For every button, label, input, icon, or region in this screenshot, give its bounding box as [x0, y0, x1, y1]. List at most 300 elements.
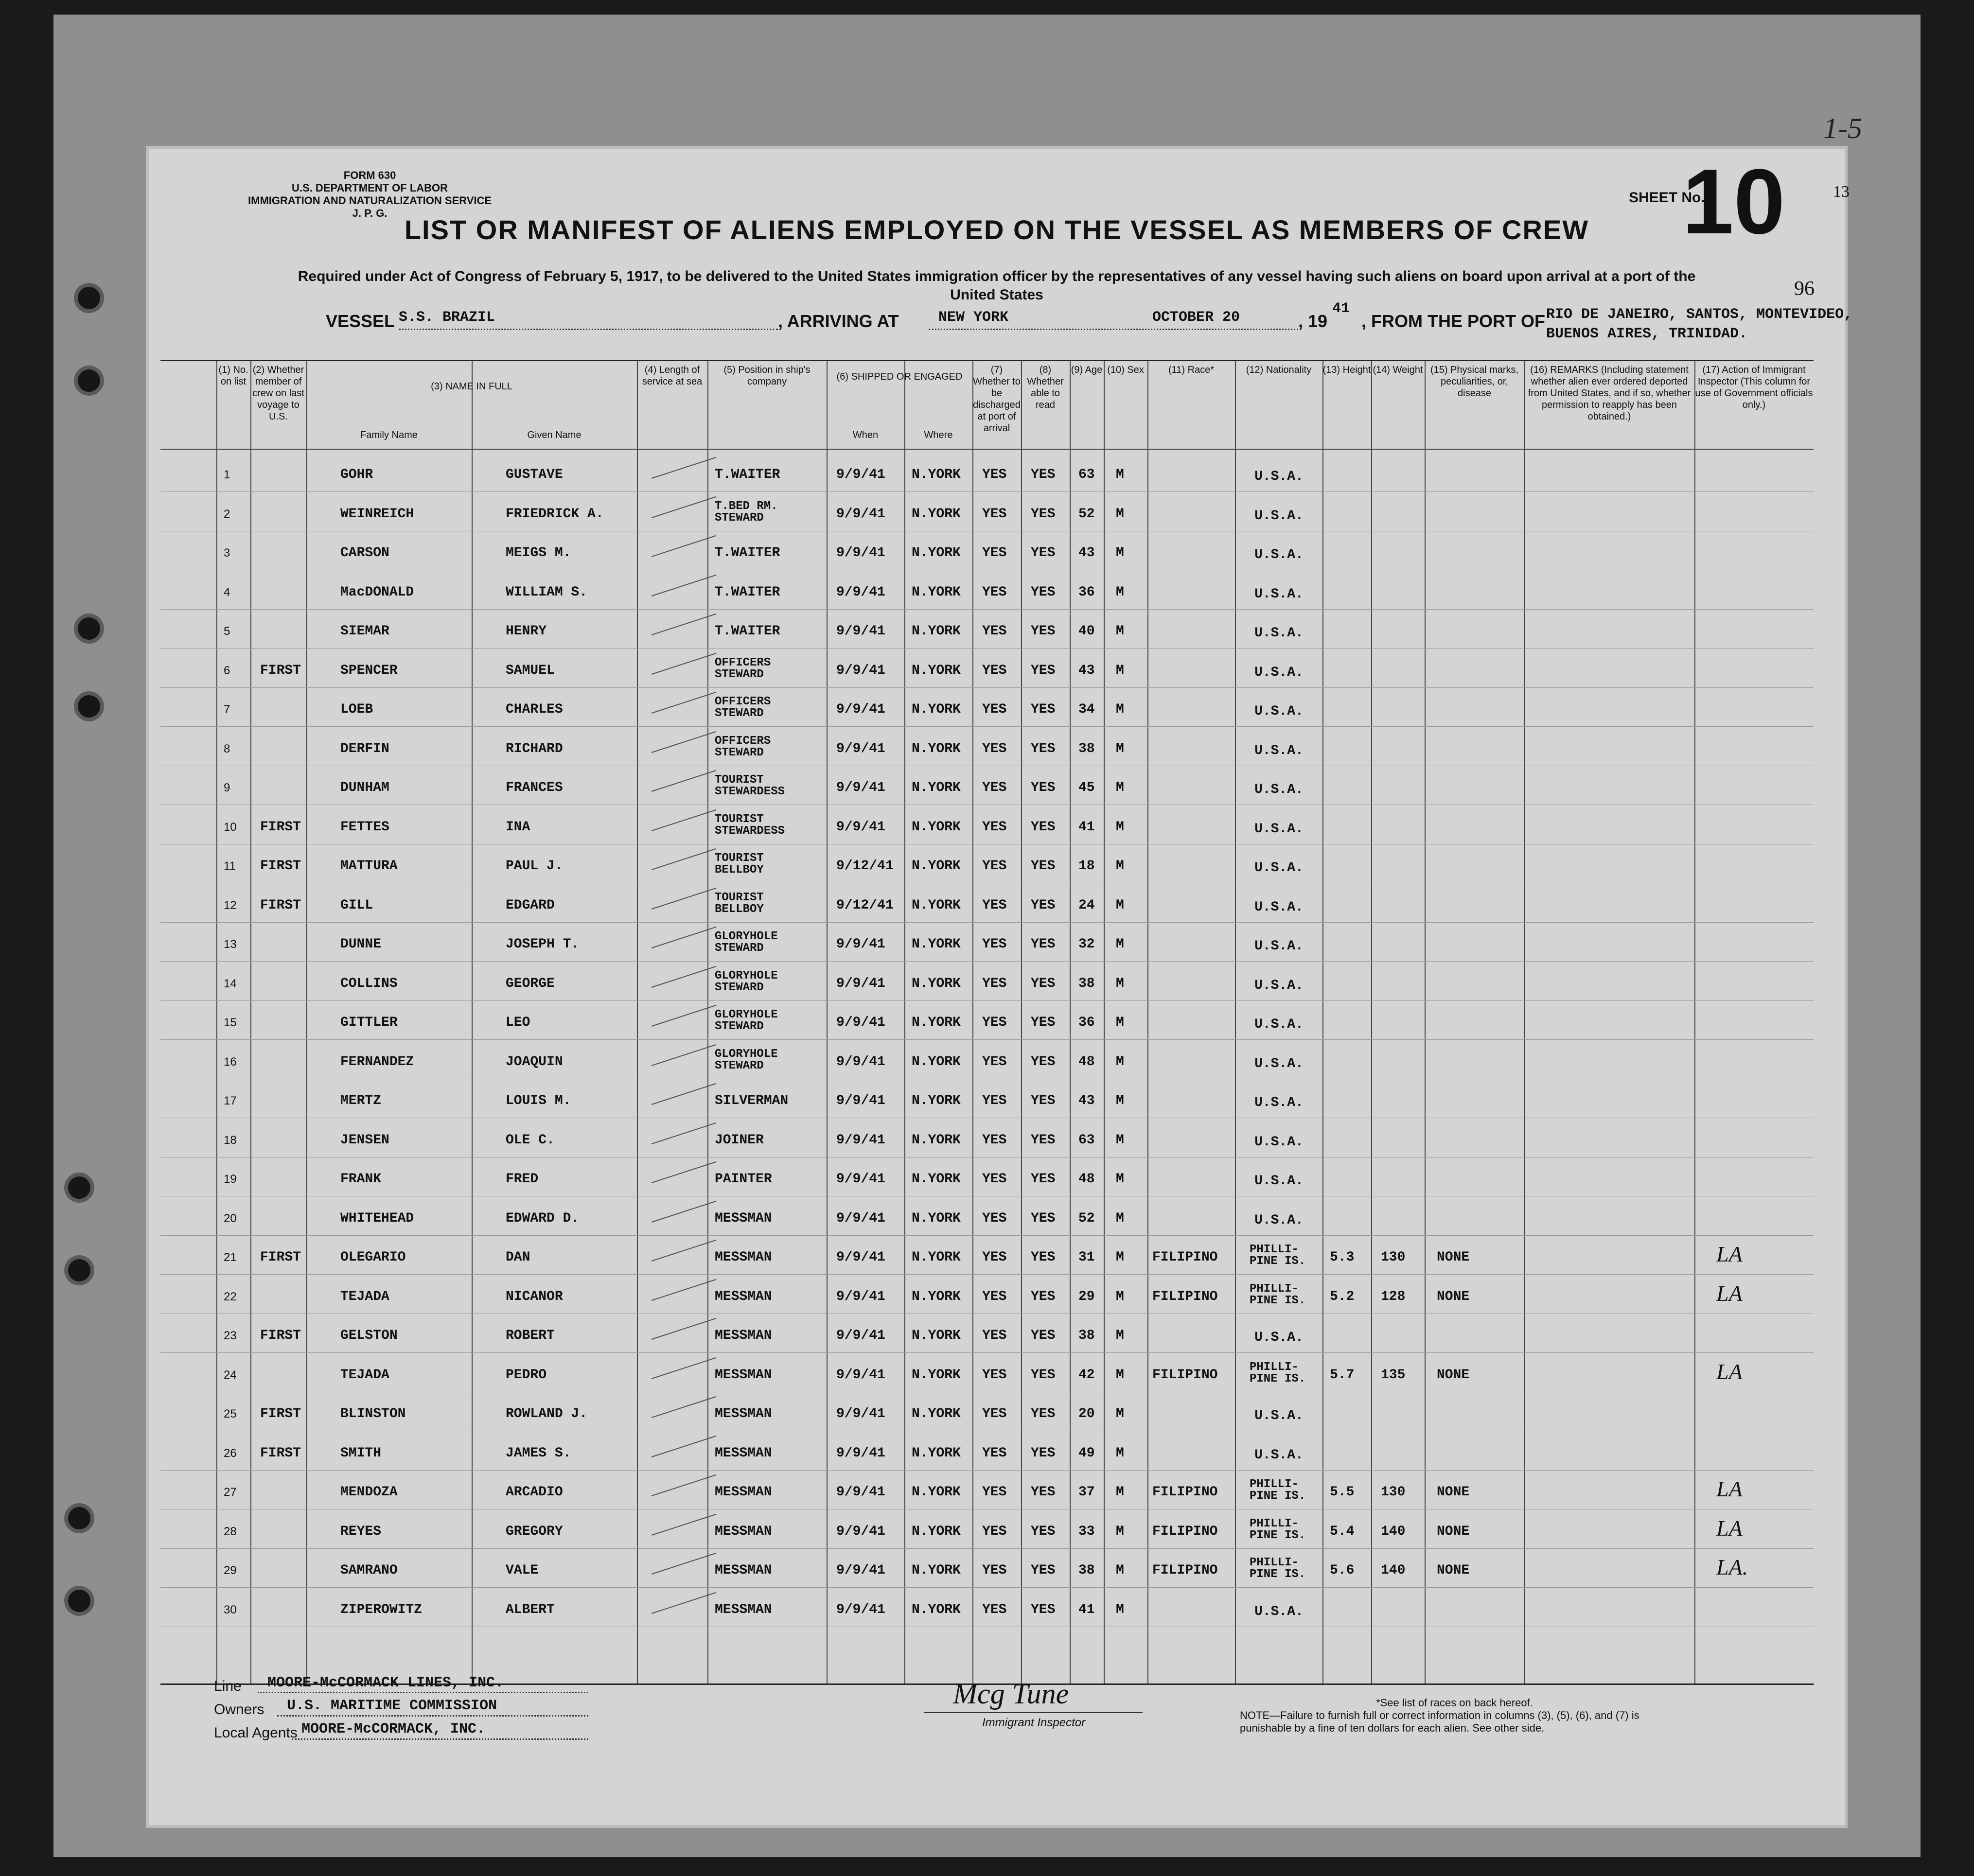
service-tick-mark	[652, 496, 717, 518]
cell-position: MESSMAN	[715, 1445, 772, 1461]
cell-where: N.YORK	[912, 1524, 961, 1539]
cell-prev: FIRST	[260, 897, 301, 913]
cell-height: 5.5	[1330, 1485, 1355, 1500]
service-tick-mark	[652, 887, 717, 909]
cell-rownum: 17	[224, 1094, 237, 1107]
cell-disch: YES	[982, 937, 1007, 952]
cell-rownum: 16	[224, 1055, 237, 1069]
cell-sex: M	[1116, 1172, 1124, 1187]
cell-prev: FIRST	[260, 859, 301, 874]
cell-nationality: U.S.A.	[1254, 586, 1304, 602]
line-underline	[258, 1692, 588, 1693]
service-tick-mark	[652, 770, 717, 792]
cell-read: YES	[1031, 976, 1056, 991]
cell-disch: YES	[982, 741, 1007, 756]
signature-line	[924, 1712, 1143, 1713]
binder-hole	[78, 287, 100, 309]
cell-age: 33	[1078, 1524, 1095, 1539]
vessel-name: S.S. BRAZIL	[399, 309, 495, 326]
col-header-shipped: (6) SHIPPED OR ENGAGED	[836, 371, 963, 382]
vessel-name-underline	[399, 329, 778, 330]
service-tick-mark	[652, 1161, 717, 1183]
cell-given: EDGARD	[506, 897, 555, 913]
cell-age: 49	[1078, 1445, 1095, 1461]
cell-rownum: 12	[224, 898, 237, 912]
cell-marks: NONE	[1437, 1563, 1470, 1578]
cell-given: FRED	[506, 1172, 539, 1187]
cell-sex: M	[1116, 1602, 1124, 1617]
cell-position: OFFICERS	[715, 656, 771, 669]
cell-where: N.YORK	[912, 1172, 961, 1187]
cell-age: 38	[1078, 741, 1095, 756]
cell-position: TOURIST	[715, 891, 764, 904]
row-divider	[160, 1470, 1814, 1471]
cell-disch: YES	[982, 1054, 1007, 1069]
cell-when: 9/9/41	[836, 663, 885, 678]
row-divider	[160, 1274, 1814, 1275]
cell-position: MESSMAN	[715, 1485, 772, 1500]
service-tick-mark	[652, 1044, 717, 1066]
cell-disch: YES	[982, 1132, 1007, 1148]
cell-sex: M	[1116, 1445, 1124, 1461]
cell-family: MERTZ	[340, 1093, 382, 1108]
cell-nationality: U.S.A.	[1254, 1604, 1304, 1619]
cell-age: 38	[1078, 976, 1095, 991]
cell-weight: 135	[1381, 1367, 1406, 1383]
cell-family: REYES	[340, 1524, 382, 1539]
cell-race: FILIPINO	[1152, 1563, 1218, 1578]
cell-nationality-line2: PINE IS.	[1250, 1568, 1306, 1581]
cell-where: N.YORK	[912, 937, 961, 952]
cell-position: T.WAITER	[715, 467, 780, 482]
cell-where: N.YORK	[912, 1445, 961, 1461]
cell-given: SAMUEL	[506, 663, 555, 678]
form-heading	[248, 169, 492, 220]
cell-where: N.YORK	[912, 467, 961, 482]
cell-position: OFFICERS	[715, 734, 771, 748]
cell-where: N.YORK	[912, 1602, 961, 1617]
cell-read: YES	[1031, 1093, 1056, 1108]
service-tick-mark	[652, 965, 717, 987]
cell-disch: YES	[982, 1445, 1007, 1461]
inspector-initials: LA	[1716, 1280, 1743, 1306]
cell-family: DUNHAM	[340, 780, 389, 795]
cell-given: LEO	[506, 1015, 530, 1030]
line-value: MOORE-McCORMACK LINES, INC.	[267, 1675, 504, 1691]
col-header-physical-marks: (15) Physical marks, peculiarities, or, disease	[1430, 365, 1519, 399]
page-number: 96	[1794, 278, 1815, 300]
cell-nationality-line2: PINE IS.	[1250, 1490, 1306, 1503]
cell-position: GLORYHOLE	[715, 1008, 778, 1021]
cell-age: 43	[1078, 663, 1095, 678]
cell-rownum: 29	[224, 1564, 237, 1577]
cell-given: PAUL J.	[506, 859, 563, 874]
cell-when: 9/9/41	[836, 1015, 885, 1030]
cell-disch: YES	[982, 859, 1007, 874]
cell-rownum: 18	[224, 1133, 237, 1147]
cell-position: SILVERMAN	[715, 1093, 789, 1108]
cell-rownum: 9	[224, 781, 230, 794]
service-tick-mark	[652, 1396, 717, 1418]
agents-underline	[292, 1738, 588, 1740]
cell-race: FILIPINO	[1152, 1485, 1218, 1500]
cell-age: 36	[1078, 1015, 1095, 1030]
cell-weight: 130	[1381, 1485, 1406, 1500]
cell-age: 38	[1078, 1328, 1095, 1343]
cell-family: TEJADA	[340, 1289, 389, 1304]
cell-sex: M	[1116, 1210, 1124, 1226]
cell-prev: FIRST	[260, 1445, 301, 1461]
arriving-port: NEW YORK	[938, 309, 1009, 326]
cell-nationality: U.S.A.	[1254, 939, 1304, 954]
cell-sex: M	[1116, 702, 1124, 717]
cell-disch: YES	[982, 1563, 1007, 1578]
cell-age: 40	[1078, 624, 1095, 639]
binder-hole	[68, 1507, 90, 1529]
cell-disch: YES	[982, 702, 1007, 717]
service-tick-mark	[652, 652, 717, 674]
cell-nationality: U.S.A.	[1254, 978, 1304, 993]
cell-disch: YES	[982, 506, 1007, 522]
cell-disch: YES	[982, 780, 1007, 795]
cell-where: N.YORK	[912, 859, 961, 874]
cell-position-line2: STEWARD	[715, 667, 764, 681]
cell-given: DAN	[506, 1250, 530, 1265]
cell-given: ROWLAND J.	[506, 1406, 588, 1421]
col-header-previous-voyage: (2) Whether member of crew on last voyage to U.S.	[252, 365, 304, 422]
cell-disch: YES	[982, 545, 1007, 561]
cell-age: 24	[1078, 897, 1095, 913]
col-header-family-name: Family Name	[360, 430, 418, 440]
cell-when: 9/9/41	[836, 819, 885, 835]
cell-given: JAMES S.	[506, 1445, 571, 1461]
cell-height: 5.2	[1330, 1289, 1355, 1304]
cell-when: 9/9/41	[836, 467, 885, 482]
cell-where: N.YORK	[912, 1054, 961, 1069]
cell-given: GREGORY	[506, 1524, 563, 1539]
cell-height: 5.7	[1330, 1367, 1355, 1383]
cell-given: INA	[506, 819, 530, 835]
col-header-no: (1) No. on list	[218, 365, 248, 387]
cell-when: 9/9/41	[836, 1172, 885, 1187]
cell-when: 9/9/41	[836, 1328, 885, 1343]
cell-rownum: 3	[224, 546, 230, 560]
cell-disch: YES	[982, 663, 1007, 678]
cell-family: FRANK	[340, 1172, 382, 1187]
cell-nationality-line2: PINE IS.	[1250, 1255, 1306, 1268]
cell-nationality: PHILLI-	[1250, 1360, 1299, 1374]
sheet-number: 10	[1682, 150, 1785, 253]
cell-sex: M	[1116, 819, 1124, 835]
cell-prev: FIRST	[260, 663, 301, 678]
row-divider	[160, 1352, 1814, 1353]
cell-position: T.BED RM.	[715, 499, 778, 513]
cell-sex: M	[1116, 897, 1124, 913]
cell-nationality: U.S.A.	[1254, 704, 1304, 719]
cell-rownum: 23	[224, 1329, 237, 1342]
col-header-name: (3) NAME IN FULL	[431, 381, 512, 392]
cell-when: 9/9/41	[836, 1406, 885, 1421]
cell-when: 9/9/41	[836, 976, 885, 991]
col-header-race: (11) Race*	[1168, 365, 1215, 375]
cell-family: MENDOZA	[340, 1485, 398, 1500]
cell-age: 41	[1078, 819, 1095, 835]
cell-family: GILL	[340, 897, 373, 913]
cell-read: YES	[1031, 1406, 1056, 1421]
cell-when: 9/12/41	[836, 897, 894, 913]
departure-ports-line2: BUENOS AIRES, TRINIDAD.	[1546, 326, 1748, 342]
cell-disch: YES	[982, 584, 1007, 600]
cell-weight: 128	[1381, 1289, 1406, 1304]
cell-disch: YES	[982, 1250, 1007, 1265]
cell-disch: YES	[982, 1367, 1007, 1383]
cell-position-line2: STEWARD	[715, 511, 764, 525]
arrival-date: OCTOBER 20	[1152, 309, 1240, 326]
cell-sex: M	[1116, 1015, 1124, 1030]
cell-position-line2: STEWARD	[715, 1059, 764, 1072]
office-code: J. P. G.	[352, 207, 388, 219]
cell-where: N.YORK	[912, 1210, 961, 1226]
cell-family: MacDONALD	[340, 584, 414, 600]
cell-rownum: 6	[224, 664, 230, 677]
cell-given: CHARLES	[506, 702, 563, 717]
cell-read: YES	[1031, 702, 1056, 717]
cell-when: 9/9/41	[836, 1132, 885, 1148]
cell-position-line2: BELLBOY	[715, 902, 764, 916]
cell-given: MEIGS M.	[506, 545, 571, 561]
cell-rownum: 30	[224, 1603, 237, 1616]
cell-age: 34	[1078, 702, 1095, 717]
cell-rownum: 10	[224, 820, 237, 834]
cell-sex: M	[1116, 1367, 1124, 1383]
cell-nationality: PHILLI-	[1250, 1556, 1299, 1569]
cell-nationality: U.S.A.	[1254, 665, 1304, 680]
cell-sex: M	[1116, 1132, 1124, 1148]
cell-rownum: 25	[224, 1407, 237, 1420]
cell-nationality: U.S.A.	[1254, 1174, 1304, 1189]
binder-hole	[68, 1259, 90, 1281]
cell-nationality: U.S.A.	[1254, 626, 1304, 641]
cell-rownum: 1	[224, 468, 230, 481]
cell-family: JENSEN	[340, 1132, 389, 1148]
cell-where: N.YORK	[912, 584, 961, 600]
cell-where: N.YORK	[912, 976, 961, 991]
cell-disch: YES	[982, 897, 1007, 913]
row-divider	[160, 1235, 1814, 1236]
cell-marks: NONE	[1437, 1250, 1470, 1265]
service-tick-mark	[652, 1592, 717, 1613]
crew-table	[160, 360, 1814, 1685]
cell-age: 63	[1078, 467, 1095, 482]
cell-position: PAINTER	[715, 1172, 772, 1187]
cell-prev: FIRST	[260, 1328, 301, 1343]
cell-weight: 140	[1381, 1563, 1406, 1578]
cell-where: N.YORK	[912, 702, 961, 717]
cell-read: YES	[1031, 819, 1056, 835]
cell-given: OLE C.	[506, 1132, 555, 1148]
col-header-inspector-action: (17) Action of Immigrant Inspector (This column for use of Government officials only.)	[1695, 365, 1813, 410]
row-divider	[160, 961, 1814, 962]
cell-sex: M	[1116, 741, 1124, 756]
cell-rownum: 5	[224, 625, 230, 638]
cell-sex: M	[1116, 1054, 1124, 1069]
cell-disch: YES	[982, 1602, 1007, 1617]
cell-nationality: U.S.A.	[1254, 1017, 1304, 1032]
cell-read: YES	[1031, 897, 1056, 913]
cell-family: FETTES	[340, 819, 389, 835]
col-header-discharged: (7) Whether to be discharged at port of arrival	[973, 365, 1021, 434]
cell-where: N.YORK	[912, 545, 961, 561]
service-tick-mark	[652, 1553, 717, 1575]
cell-read: YES	[1031, 1563, 1056, 1578]
cell-family: ZIPEROWITZ	[340, 1602, 423, 1617]
cell-disch: YES	[982, 1289, 1007, 1304]
cell-read: YES	[1031, 1015, 1056, 1030]
sheet-tail-number: 13	[1833, 183, 1850, 201]
cell-nationality: U.S.A.	[1254, 1330, 1304, 1345]
row-divider	[160, 648, 1814, 649]
cell-where: N.YORK	[912, 741, 961, 756]
penalty-note: NOTE—Failure to furnish full or correct information in columns (3), (5), (6), and (7) is punishable by a fine of ten dollars for each alien. See other side.	[1240, 1709, 1639, 1734]
row-divider	[160, 1000, 1814, 1001]
corner-mark: 1-5	[1823, 112, 1862, 144]
cell-family: FERNANDEZ	[340, 1054, 414, 1069]
cell-family: GOHR	[340, 467, 373, 482]
cell-rownum: 8	[224, 742, 230, 755]
cell-when: 9/9/41	[836, 1563, 885, 1578]
cell-given: NICANOR	[506, 1289, 563, 1304]
cell-given: ROBERT	[506, 1328, 555, 1343]
cell-read: YES	[1031, 1054, 1056, 1069]
service-tick-mark	[652, 614, 717, 635]
cell-position: MESSMAN	[715, 1406, 772, 1421]
owners-underline	[277, 1715, 588, 1717]
cell-position-line2: BELLBOY	[715, 863, 764, 877]
inspector-initials: LA	[1716, 1515, 1743, 1541]
cell-position: TOURIST	[715, 773, 764, 787]
cell-sex: M	[1116, 624, 1124, 639]
cell-sex: M	[1116, 1093, 1124, 1108]
cell-position-line2: STEWARD	[715, 746, 764, 759]
service-tick-mark	[652, 927, 717, 948]
form-number: FORM 630	[343, 169, 396, 181]
cell-rownum: 19	[224, 1173, 237, 1186]
cell-when: 9/9/41	[836, 1602, 885, 1617]
service-tick-mark	[652, 1200, 717, 1222]
footnote	[1240, 1697, 1687, 1735]
cell-sex: M	[1116, 1524, 1124, 1539]
cell-rownum: 26	[224, 1446, 237, 1460]
cell-age: 48	[1078, 1054, 1095, 1069]
cell-position: MESSMAN	[715, 1367, 772, 1383]
inspector-initials: LA.	[1716, 1555, 1748, 1579]
cell-when: 9/9/41	[836, 937, 885, 952]
service-tick-mark	[652, 1318, 717, 1340]
cell-position-line2: STEWARDESS	[715, 785, 785, 798]
cell-given: ALBERT	[506, 1602, 555, 1617]
cell-when: 9/12/41	[836, 859, 894, 874]
cell-rownum: 27	[224, 1486, 237, 1499]
cell-read: YES	[1031, 506, 1056, 522]
cell-age: 18	[1078, 859, 1095, 874]
cell-where: N.YORK	[912, 1250, 961, 1265]
row-divider	[160, 1039, 1814, 1040]
col-header-nationality: (12) Nationality	[1246, 365, 1312, 375]
cell-sex: M	[1116, 976, 1124, 991]
row-divider	[160, 922, 1814, 923]
col-header-remarks: (16) REMARKS (Including statement whether alien ever ordered deported from United States, and if so, whether permission to reapply has been obtained.)	[1528, 365, 1691, 422]
cell-where: N.YORK	[912, 780, 961, 795]
cell-given: HENRY	[506, 624, 547, 639]
cell-position: T.WAITER	[715, 584, 780, 600]
cell-nationality: U.S.A.	[1254, 860, 1304, 876]
cell-given: RICHARD	[506, 741, 563, 756]
cell-where: N.YORK	[912, 1015, 961, 1030]
cell-family: SIEMAR	[340, 624, 389, 639]
service-tick-mark	[652, 535, 717, 557]
service-tick-mark	[652, 1474, 717, 1496]
cell-read: YES	[1031, 1289, 1056, 1304]
cell-height: 5.3	[1330, 1250, 1355, 1265]
cell-marks: NONE	[1437, 1524, 1470, 1539]
cell-where: N.YORK	[912, 506, 961, 522]
cell-age: 45	[1078, 780, 1095, 795]
cell-read: YES	[1031, 1250, 1056, 1265]
legal-requirement: Required under Act of Congress of February 5, 1917, to be delivered to the United States immigration officer by the representatives of any vessel having such aliens on board upon arrival at a port of the United States	[298, 268, 1696, 303]
cell-family: SPENCER	[340, 663, 398, 678]
col-header-when: When	[852, 430, 879, 440]
cell-read: YES	[1031, 624, 1056, 639]
cell-position: TOURIST	[715, 812, 764, 826]
cell-age: 52	[1078, 1210, 1095, 1226]
cell-given: GEORGE	[506, 976, 555, 991]
cell-nationality-line2: PINE IS.	[1250, 1294, 1306, 1307]
cell-age: 20	[1078, 1406, 1095, 1421]
cell-nationality: U.S.A.	[1254, 1095, 1304, 1110]
cell-read: YES	[1031, 467, 1056, 482]
col-header-weight: (14) Weight	[1373, 365, 1423, 375]
race-note: *See list of races on back hereof.	[1376, 1697, 1533, 1709]
cell-sex: M	[1116, 1328, 1124, 1343]
cell-position: GLORYHOLE	[715, 930, 778, 943]
cell-family: LOEB	[340, 702, 373, 717]
inspector-label: Immigrant Inspector	[982, 1716, 1086, 1729]
cell-read: YES	[1031, 780, 1056, 795]
cell-rownum: 13	[224, 938, 237, 951]
cell-when: 9/9/41	[836, 780, 885, 795]
cell-sex: M	[1116, 1563, 1124, 1578]
cell-nationality: U.S.A.	[1254, 547, 1304, 562]
cell-family: OLEGARIO	[340, 1250, 406, 1265]
cell-given: ARCADIO	[506, 1485, 563, 1500]
binder-hole	[78, 369, 100, 392]
service-tick-mark	[652, 1279, 717, 1300]
arrival-year: 41	[1332, 300, 1350, 317]
departure-ports-line1: RIO DE JANEIRO, SANTOS, MONTEVIDEO,	[1546, 306, 1853, 323]
cell-when: 9/9/41	[836, 1093, 885, 1108]
from-port-label: , FROM THE PORT OF	[1361, 311, 1545, 331]
cell-sex: M	[1116, 467, 1124, 482]
service-tick-mark	[652, 692, 717, 714]
cell-read: YES	[1031, 1367, 1056, 1383]
cell-sex: M	[1116, 937, 1124, 952]
cell-prev: FIRST	[260, 1406, 301, 1421]
service-tick-mark	[652, 574, 717, 596]
col-header-read: (8) Whether able to read	[1027, 365, 1064, 410]
cell-when: 9/9/41	[836, 624, 885, 639]
cell-prev: FIRST	[260, 1250, 301, 1265]
cell-read: YES	[1031, 1328, 1056, 1343]
